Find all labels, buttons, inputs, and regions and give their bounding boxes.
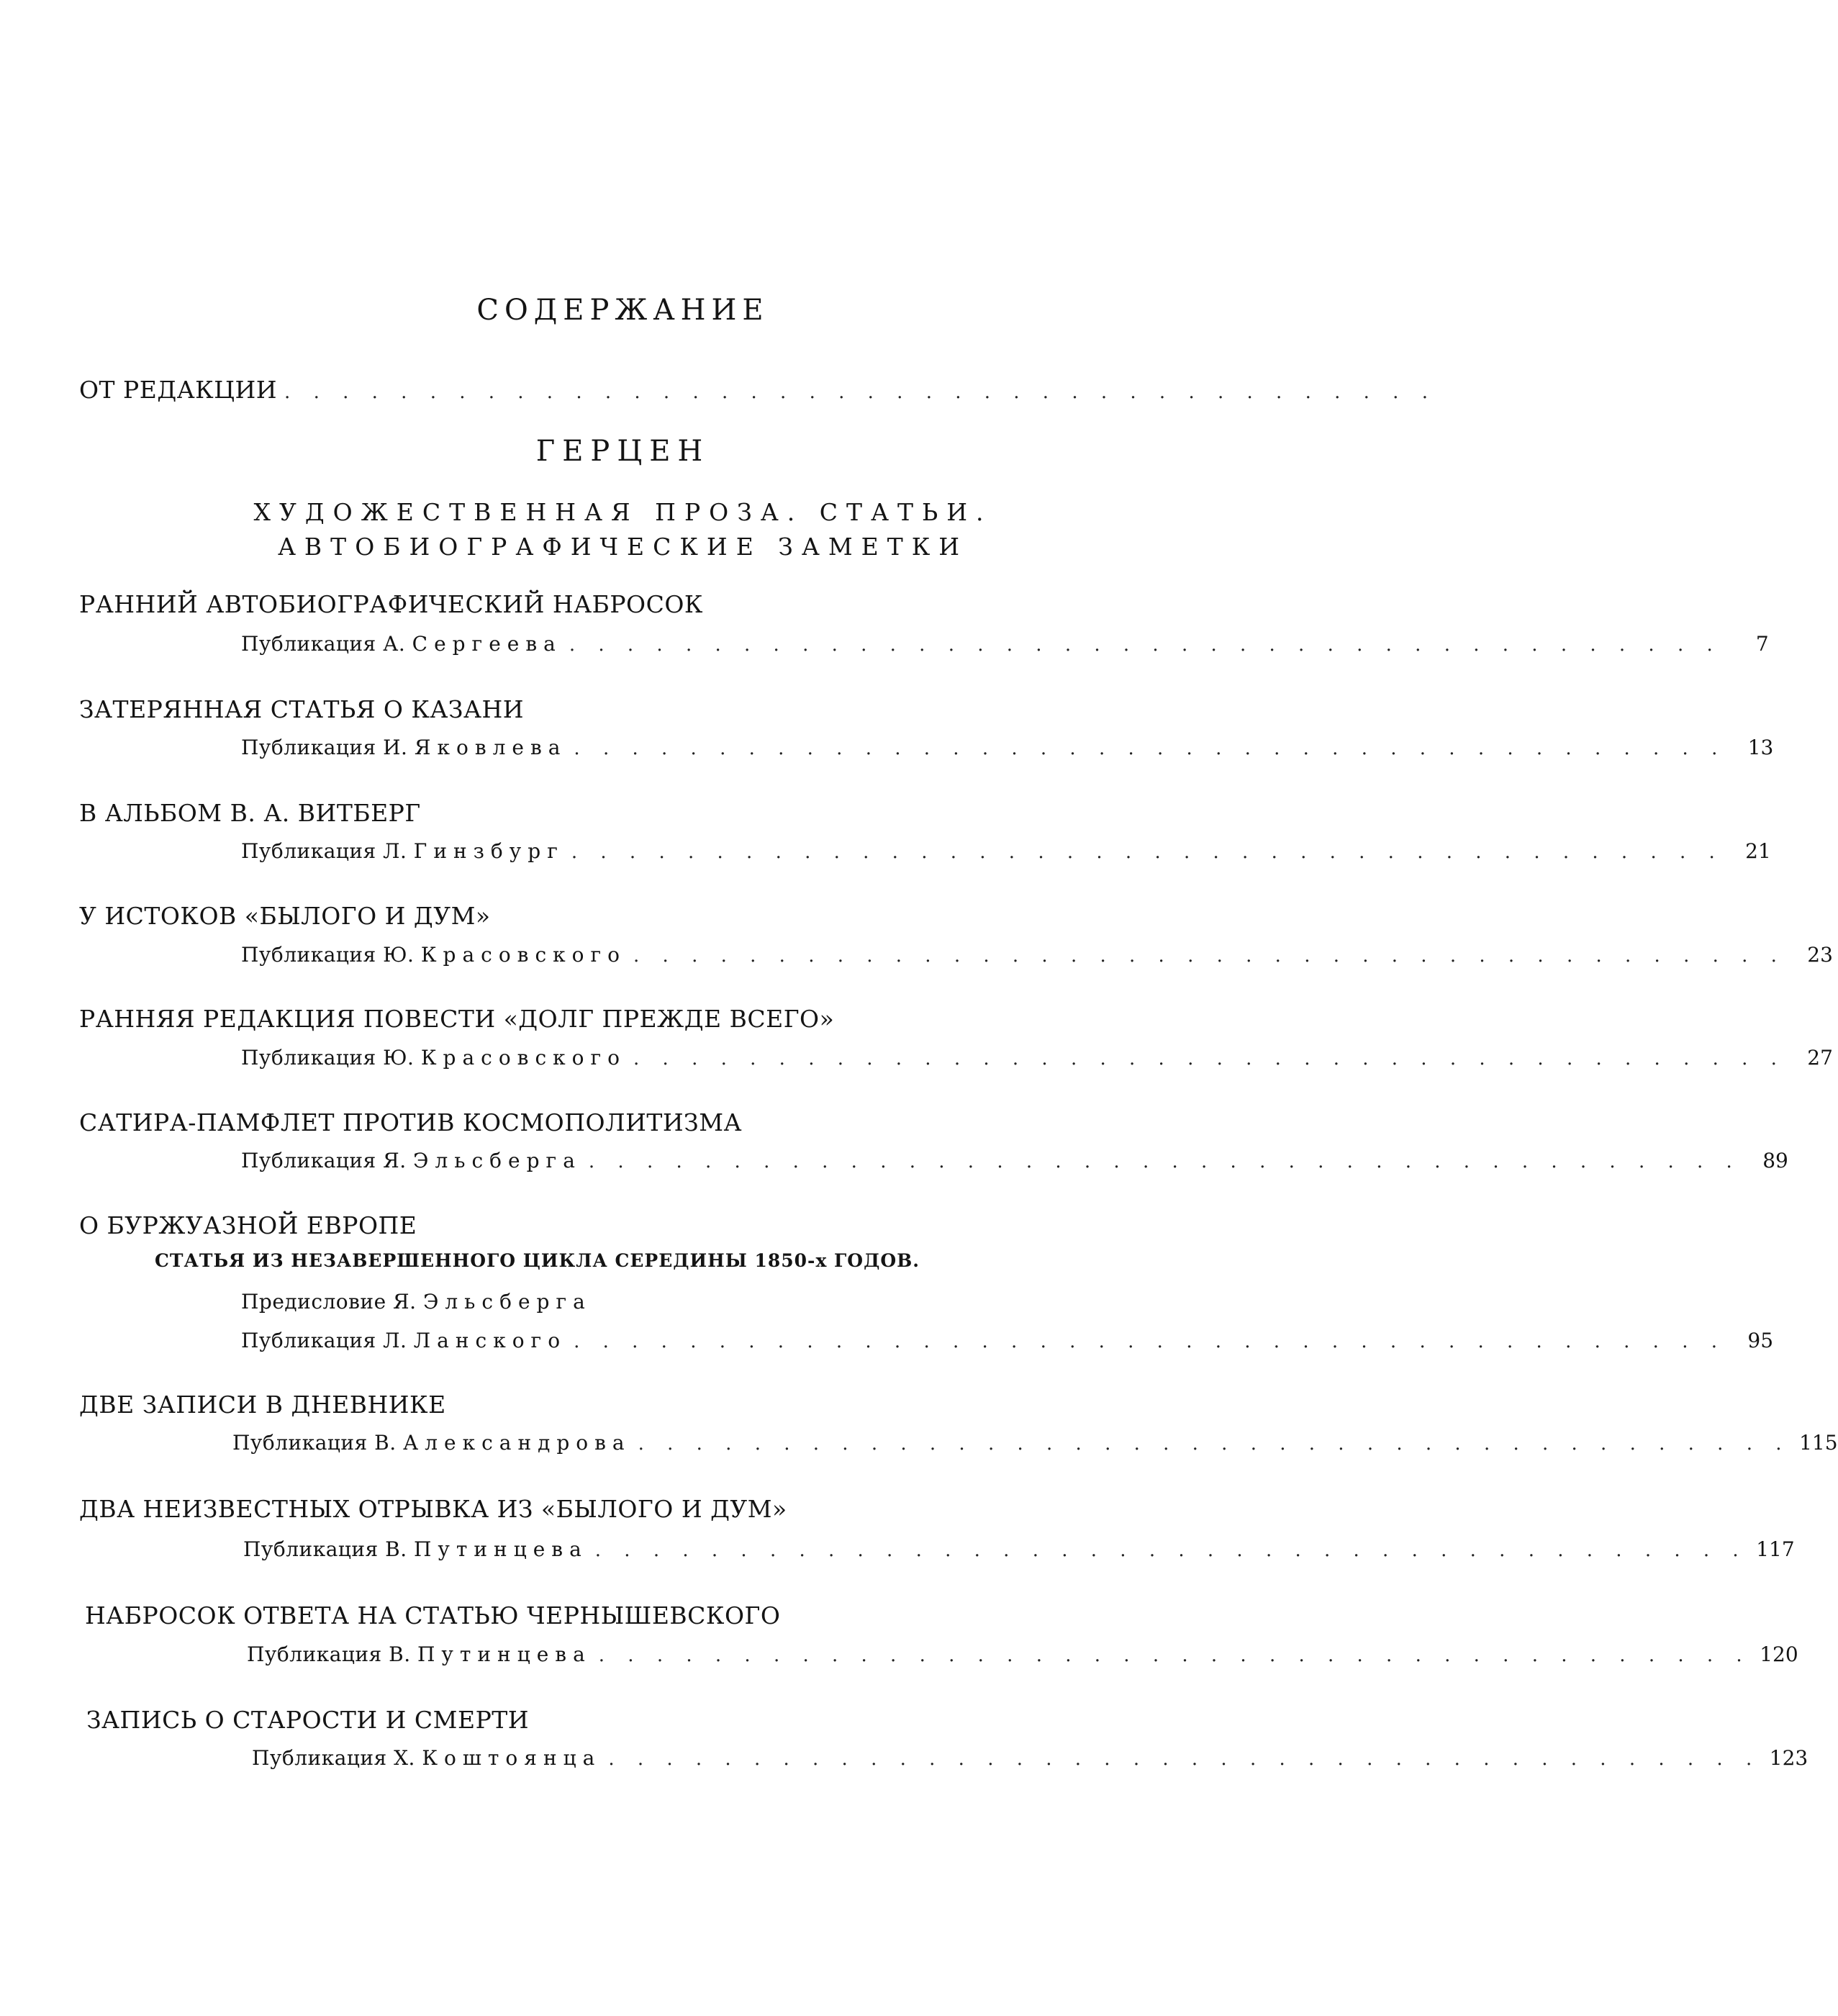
- publication-author: Яковлева: [414, 736, 567, 759]
- entry-publication-row: [252, 1746, 1808, 1770]
- publication-label: [241, 839, 564, 863]
- publication-label: [241, 1149, 581, 1172]
- leader-dots: . . . . . . . . . . . . . . . . . . . . . . . . . . . . . . . . . . . . . . . .: [574, 1331, 1726, 1352]
- contents-title: СОДЕРЖАНИЕ: [476, 294, 769, 327]
- publication-label: [241, 1329, 566, 1352]
- publication-author: Красовского: [420, 1046, 627, 1070]
- publication-author: Коштоянца: [422, 1746, 602, 1770]
- entry-note: СТАТЬЯ ИЗ НЕЗАВЕРШЕННОГО ЦИКЛА СЕРЕДИНЫ 1850-х ГОДОВ.: [155, 1250, 920, 1271]
- page-number: 13: [1747, 736, 1774, 759]
- leader-dots: . . . . . . . . . . . . . . . . . . . . . . . . . . . . . . . . . . . . . . . .: [569, 634, 1721, 656]
- publication-label: [241, 1046, 626, 1070]
- publication-label: [241, 736, 566, 759]
- leader-dots: . . . . . . . . . . . . . . . . . . . . . . . . . . . . . . . . . . . . . . . .: [284, 381, 1436, 403]
- publication-prefix: Публикация Ю.: [241, 943, 415, 967]
- preface-prefix: Предисловие Я.: [241, 1290, 417, 1314]
- entry-title: ДВА НЕИЗВЕСТНЫХ ОТРЫВКА ИЗ «БЫЛОГО И ДУМ»: [79, 1495, 787, 1523]
- leader-dots: . . . . . . . . . . . . . . . . . . . . . . . . . . . . . . . . . . . . . . . .: [638, 1433, 1791, 1455]
- publication-prefix: Публикация В.: [243, 1537, 407, 1561]
- page-number: 117: [1756, 1537, 1795, 1561]
- publication-prefix: Публикация Л.: [241, 839, 407, 863]
- publication-label: [232, 1431, 631, 1455]
- page-number: 123: [1769, 1746, 1808, 1770]
- publication-label: [252, 1746, 601, 1770]
- page-number: 120: [1760, 1642, 1798, 1666]
- entry-title: САТИРА-ПАМФЛЕТ ПРОТИВ КОСМОПОЛИТИЗМА: [79, 1108, 742, 1136]
- entry-title: ДВЕ ЗАПИСИ В ДНЕВНИКЕ: [79, 1391, 446, 1419]
- page-number: 23: [1807, 943, 1833, 967]
- leader-dots: . . . . . . . . . . . . . . . . . . . . . . . . . . . . . . . . . . . . . . . .: [598, 1645, 1751, 1666]
- page-number: 7: [1755, 632, 1769, 656]
- leader-dots: . . . . . . . . . . . . . . . . . . . . . . . . . . . . . . . . . . . . . . . .: [633, 1048, 1785, 1070]
- entry-publication-row: [241, 1046, 1833, 1070]
- entry-publication-row: [232, 1431, 1838, 1455]
- publication-prefix: Публикация В.: [247, 1642, 411, 1666]
- publication-author: Сергеева: [412, 632, 562, 656]
- entry-title: ЗАПИСЬ О СТАРОСТИ И СМЕРТИ: [86, 1706, 530, 1734]
- publication-author: Александрова: [403, 1431, 631, 1455]
- entry-publication-row: [241, 632, 1769, 656]
- section-subtitle-line2: АВТОБИОГРАФИЧЕСКИЕ ЗАМЕТКИ: [277, 533, 969, 561]
- publication-prefix: Публикация Ю.: [241, 1046, 415, 1070]
- publication-label: [241, 632, 562, 656]
- entry-publication-row: [241, 1149, 1788, 1172]
- entry-publication-row: [241, 736, 1774, 759]
- editorial-entry: [79, 376, 1436, 404]
- page-number: 89: [1762, 1149, 1788, 1172]
- entry-publication-row: [241, 1329, 1774, 1352]
- entry-title: О БУРЖУАЗНОЙ ЕВРОПЕ: [79, 1211, 417, 1239]
- leader-dots: . . . . . . . . . . . . . . . . . . . . . . . . . . . . . . . . . . . . . . . .: [571, 841, 1724, 863]
- page-number: 115: [1799, 1431, 1838, 1455]
- publication-prefix: Публикация А.: [241, 632, 406, 656]
- section-heading: ГЕРЦЕН: [535, 435, 710, 468]
- entry-publication-row: [241, 943, 1833, 967]
- preface-author: Эльсберга: [422, 1290, 592, 1314]
- entry-title: В АЛЬБОМ В. А. ВИТБЕРГ: [79, 799, 421, 827]
- entry-publication-row: [247, 1642, 1798, 1666]
- leader-dots: . . . . . . . . . . . . . . . . . . . . . . . . . . . . . . . . . . . . . . . .: [588, 1151, 1741, 1172]
- publication-label: [247, 1642, 592, 1666]
- publication-author: Ланского: [413, 1329, 567, 1352]
- preface-line: [241, 1290, 592, 1314]
- publication-label: [243, 1537, 588, 1561]
- publication-author: Путинцева: [414, 1537, 588, 1561]
- entry-publication-row: [243, 1537, 1795, 1561]
- entry-title: РАННИЙ АВТОБИОГРАФИЧЕСКИЙ НАБРОСОК: [79, 590, 703, 618]
- leader-dots: . . . . . . . . . . . . . . . . . . . . . . . . . . . . . . . . . . . . . . . .: [594, 1540, 1747, 1561]
- leader-dots: . . . . . . . . . . . . . . . . . . . . . . . . . . . . . . . . . . . . . . . .: [608, 1748, 1761, 1770]
- leader-dots: . . . . . . . . . . . . . . . . . . . . . . . . . . . . . . . . . . . . . . . .: [574, 738, 1726, 759]
- publication-prefix: Публикация Л.: [241, 1329, 407, 1352]
- publication-author: Красовского: [420, 943, 627, 967]
- publication-label: [241, 943, 626, 967]
- publication-author: Гинзбург: [413, 839, 564, 863]
- publication-author: Путинцева: [417, 1642, 592, 1666]
- entry-title: РАННЯЯ РЕДАКЦИЯ ПОВЕСТИ «ДОЛГ ПРЕЖДЕ ВСЕГО»: [79, 1005, 835, 1033]
- entry-title: НАБРОСОК ОТВЕТА НА СТАТЬЮ ЧЕРНЫШЕВСКОГО: [85, 1601, 781, 1629]
- editorial-title: ОТ РЕДАКЦИИ: [79, 376, 278, 404]
- page-number: 27: [1807, 1046, 1833, 1070]
- entry-publication-row: [241, 839, 1771, 863]
- section-subtitle-line1: ХУДОЖЕСТВЕННАЯ ПРОЗА. СТАТЬИ.: [253, 498, 992, 526]
- publication-prefix: Публикация И.: [241, 736, 408, 759]
- publication-author: Эльсберга: [413, 1149, 581, 1172]
- entry-title: У ИСТОКОВ «БЫЛОГО И ДУМ»: [79, 902, 491, 930]
- publication-prefix: Публикация В.: [232, 1431, 397, 1455]
- leader-dots: . . . . . . . . . . . . . . . . . . . . . . . . . . . . . . . . . . . . . . . .: [633, 945, 1785, 967]
- page-number: 21: [1745, 839, 1771, 863]
- entry-title: ЗАТЕРЯННАЯ СТАТЬЯ О КАЗАНИ: [79, 695, 525, 723]
- publication-prefix: Публикация Х.: [252, 1746, 415, 1770]
- publication-prefix: Публикация Я.: [241, 1149, 407, 1172]
- page-number: 95: [1747, 1329, 1774, 1352]
